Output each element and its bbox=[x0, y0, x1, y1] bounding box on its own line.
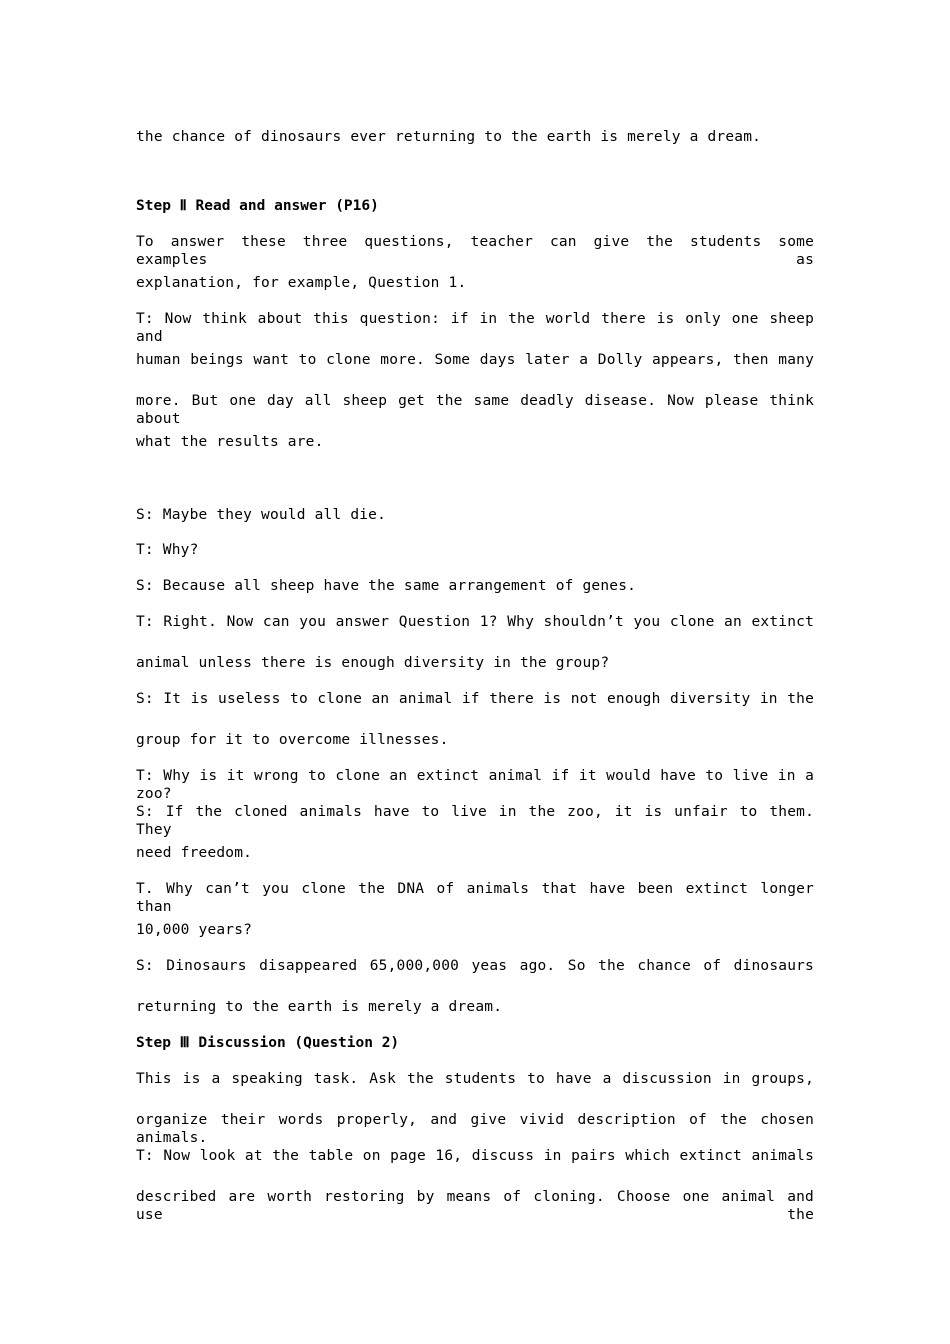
text-line: S: It is useless to clone an animal if there is not enough diversity in the bbox=[136, 691, 814, 707]
text-line: returning to the earth is merely a dream. bbox=[136, 999, 503, 1015]
text-line: need freedom. bbox=[136, 845, 253, 861]
text-line: organize their words properly, and give vivid description of the chosen animals. bbox=[136, 1112, 814, 1146]
text-line: group for it to overcome illnesses. bbox=[136, 732, 449, 748]
text-line: To answer these three questions, teacher can give the students some examples as bbox=[136, 234, 814, 268]
text-line: animal unless there is enough diversity in the group? bbox=[136, 655, 610, 671]
text-line: T: Why is it wrong to clone an extinct animal if it would have to live in a zoo? bbox=[136, 768, 814, 802]
text-line: T: Right. Now can you answer Question 1? Why shouldn’t you clone an extinct bbox=[136, 614, 814, 630]
text-line: This is a speaking task. Ask the students to have a discussion in groups, bbox=[136, 1071, 814, 1087]
section-heading: Step Ⅱ Read and answer (P16) bbox=[136, 198, 379, 214]
text-line: S: If the cloned animals have to live in the zoo, it is unfair to them. They bbox=[136, 804, 814, 838]
text-line: described are worth restoring by means of cloning. Choose one animal and use the bbox=[136, 1189, 814, 1223]
text-line: S: Because all sheep have the same arrangement of genes. bbox=[136, 578, 637, 594]
text-line: what the results are. bbox=[136, 434, 324, 450]
text-line: the chance of dinosaurs ever returning to the earth is merely a dream. bbox=[136, 129, 762, 145]
text-line: more. But one day all sheep get the same deadly disease. Now please think about bbox=[136, 393, 814, 427]
text-line: T: Now look at the table on page 16, discuss in pairs which extinct animals bbox=[136, 1148, 814, 1164]
text-line: T: Why? bbox=[136, 542, 199, 558]
text-line: explanation, for example, Question 1. bbox=[136, 275, 467, 291]
section-heading: Step Ⅲ Discussion (Question 2) bbox=[136, 1035, 400, 1051]
text-line: T. Why can’t you clone the DNA of animals that have been extinct longer than bbox=[136, 881, 814, 915]
text-line: 10,000 years? bbox=[136, 922, 253, 938]
text-line: S: Dinosaurs disappeared 65,000,000 yeas ago. So the chance of dinosaurs bbox=[136, 958, 814, 974]
text-line: T: Now think about this question: if in the world there is only one sheep and bbox=[136, 311, 814, 345]
text-line: human beings want to clone more. Some days later a Dolly appears, then many bbox=[136, 352, 814, 368]
text-line: S: Maybe they would all die. bbox=[136, 507, 387, 523]
